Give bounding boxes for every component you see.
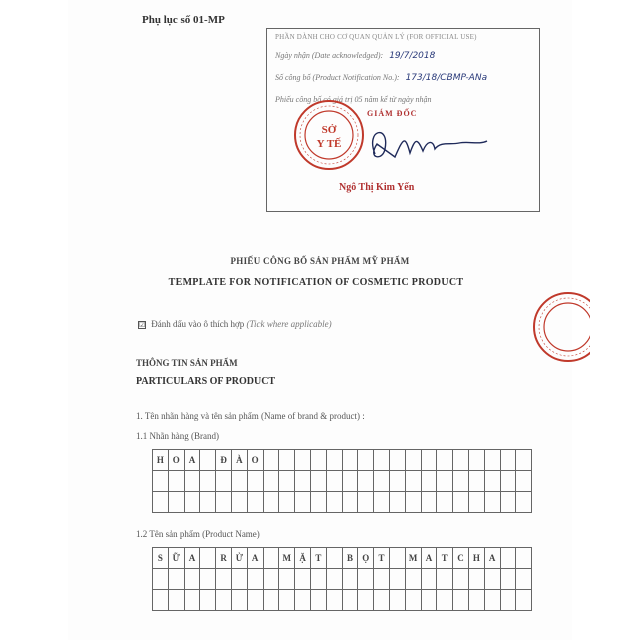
product-letter-cell [501, 590, 517, 611]
brand-letter-cell: À [232, 450, 248, 471]
brand-letter-cell [374, 492, 390, 513]
product-letter-cell: A [422, 548, 438, 569]
official-use-heading: PHẦN DÀNH CHO CƠ QUAN QUẢN LÝ (FOR OFFICIAL USE) [275, 33, 477, 41]
brand-letter-cell [327, 450, 343, 471]
brand-letter-cell [501, 471, 517, 492]
product-letter-cell [374, 590, 390, 611]
brand-letter-cell [200, 471, 216, 492]
product-letter-cell: M [406, 548, 422, 569]
product-letter-cell [279, 590, 295, 611]
product-letter-cell [437, 590, 453, 611]
product-letter-cell [279, 569, 295, 590]
product-letter-cell [200, 590, 216, 611]
product-letter-cell: M [279, 548, 295, 569]
product-letter-cell [453, 569, 469, 590]
product-letter-cell [485, 590, 501, 611]
product-letter-cell [327, 548, 343, 569]
brand-letter-cell [343, 450, 359, 471]
product-letter-cell [501, 548, 517, 569]
product-letter-cell [422, 590, 438, 611]
notification-no-label: Số công bố (Product Notification No.): [275, 73, 400, 82]
product-letter-grid [152, 547, 532, 611]
brand-letter-cell [264, 450, 280, 471]
brand-letter-cell [216, 471, 232, 492]
brand-letter-cell [216, 492, 232, 513]
product-letter-cell [453, 590, 469, 611]
product-letter-cell [248, 590, 264, 611]
section-heading-vi: THÔNG TIN SẢN PHẨM [136, 358, 238, 368]
product-letter-cell [264, 548, 280, 569]
product-letter-cell [169, 590, 185, 611]
brand-letter-cell [437, 471, 453, 492]
brand-letter-cell [295, 471, 311, 492]
brand-letter-cell [453, 492, 469, 513]
stamp-text-top: SỞ [321, 124, 337, 136]
product-letter-cell [216, 569, 232, 590]
product-letter-cell: T [311, 548, 327, 569]
brand-letter-cell [343, 471, 359, 492]
brand-letter-cell [327, 471, 343, 492]
product-letter-cell: A [485, 548, 501, 569]
brand-letter-cell [232, 492, 248, 513]
product-letter-cell [232, 569, 248, 590]
product-letter-cell [374, 569, 390, 590]
product-letter-cell [153, 569, 169, 590]
partial-stamp-right-edge [520, 282, 590, 372]
tick-instruction [138, 319, 332, 329]
product-letter-cell [501, 569, 517, 590]
product-letter-cell [200, 548, 216, 569]
stamp-text-bottom: Y TẾ [316, 138, 342, 150]
product-letter-cell [516, 548, 532, 569]
brand-letter-cell [390, 450, 406, 471]
brand-letter-cell [232, 471, 248, 492]
received-date-value: 19/7/2018 [389, 51, 436, 61]
product-letter-cell [185, 590, 201, 611]
brand-letter-cell [422, 492, 438, 513]
product-letter-cell [390, 548, 406, 569]
brand-letter-cell [516, 492, 532, 513]
product-letter-cell: T [374, 548, 390, 569]
brand-letter-cell [437, 450, 453, 471]
product-letter-cell: Ử [232, 548, 248, 569]
product-letter-cell [311, 569, 327, 590]
product-letter-cell [390, 569, 406, 590]
brand-letter-cell [390, 492, 406, 513]
title-english: TEMPLATE FOR NOTIFICATION OF COSMETIC PRODUCT [168, 277, 464, 288]
brand-letter-cell [153, 492, 169, 513]
item-product-name: 1.2 Tên sản phẩm (Product Name) [136, 529, 260, 539]
product-letter-cell: A [185, 548, 201, 569]
brand-letter-cell [516, 471, 532, 492]
product-letter-cell: B [343, 548, 359, 569]
brand-letter-cell [295, 492, 311, 513]
validity-label: Phiếu công bố có giá trị 05 năm kể từ ngày nhận [275, 95, 432, 104]
product-letter-cell [153, 590, 169, 611]
brand-letter-cell [469, 471, 485, 492]
brand-letter-cell: Đ [216, 450, 232, 471]
brand-letter-cell [295, 450, 311, 471]
brand-letter-cell [169, 492, 185, 513]
brand-letter-cell: O [248, 450, 264, 471]
left-margin [0, 0, 68, 640]
brand-letter-cell [406, 450, 422, 471]
brand-letter-cell [279, 450, 295, 471]
product-letter-cell [311, 590, 327, 611]
brand-letter-cell [327, 492, 343, 513]
brand-letter-cell [248, 471, 264, 492]
product-letter-cell: Ặ [295, 548, 311, 569]
product-letter-cell: R [216, 548, 232, 569]
brand-letter-cell [311, 492, 327, 513]
product-letter-cell [469, 590, 485, 611]
product-letter-cell [216, 590, 232, 611]
brand-letter-cell [374, 450, 390, 471]
brand-letter-cell [311, 450, 327, 471]
brand-letter-cell: A [185, 450, 201, 471]
product-letter-cell [422, 569, 438, 590]
brand-letter-cell [406, 471, 422, 492]
product-letter-cell [469, 569, 485, 590]
item-brand: 1.1 Nhãn hàng (Brand) [136, 431, 219, 441]
product-letter-cell [343, 590, 359, 611]
brand-letter-cell [185, 471, 201, 492]
brand-letter-cell [311, 471, 327, 492]
product-letter-cell: T [437, 548, 453, 569]
brand-letter-cell [279, 492, 295, 513]
brand-letter-cell [453, 450, 469, 471]
product-letter-cell [264, 590, 280, 611]
product-letter-cell [327, 569, 343, 590]
title-vietnamese: PHIẾU CÔNG BỐ SẢN PHẨM MỸ PHẨM [230, 256, 410, 266]
product-letter-cell [358, 590, 374, 611]
product-letter-cell: A [248, 548, 264, 569]
received-date-label: Ngày nhận (Date acknowledged): [275, 51, 384, 60]
notification-no-value: 173/18/CBMP-ANa [405, 73, 488, 83]
brand-letter-cell [422, 450, 438, 471]
brand-letter-cell [406, 492, 422, 513]
product-letter-cell [295, 590, 311, 611]
brand-letter-cell [374, 471, 390, 492]
brand-letter-cell [358, 450, 374, 471]
product-letter-cell [295, 569, 311, 590]
product-letter-cell [437, 569, 453, 590]
brand-letter-cell [358, 471, 374, 492]
checkbox-icon: ☑ [139, 320, 146, 329]
brand-letter-cell [390, 471, 406, 492]
signature-mark [355, 119, 495, 169]
notification-no-row [275, 73, 487, 83]
product-letter-cell [200, 569, 216, 590]
brand-letter-cell [264, 471, 280, 492]
product-letter-cell: Ọ [358, 548, 374, 569]
product-letter-cell [485, 569, 501, 590]
brand-letter-cell [516, 450, 532, 471]
product-letter-cell [185, 569, 201, 590]
brand-letter-grid [152, 449, 532, 513]
product-letter-cell [248, 569, 264, 590]
brand-letter-cell [200, 450, 216, 471]
product-letter-cell [358, 569, 374, 590]
brand-letter-cell [469, 492, 485, 513]
brand-letter-cell [200, 492, 216, 513]
product-letter-cell [169, 569, 185, 590]
brand-letter-cell [264, 492, 280, 513]
brand-letter-cell [358, 492, 374, 513]
brand-letter-cell [153, 471, 169, 492]
tick-instruction-vi: Đánh dấu vào ô thích hợp [151, 319, 245, 329]
product-letter-cell: S [153, 548, 169, 569]
brand-letter-cell [279, 471, 295, 492]
product-letter-cell [343, 569, 359, 590]
product-letter-cell [327, 590, 343, 611]
brand-letter-cell [343, 492, 359, 513]
brand-letter-cell [437, 492, 453, 513]
product-letter-cell: C [453, 548, 469, 569]
product-letter-cell [406, 569, 422, 590]
section-heading-en: PARTICULARS OF PRODUCT [136, 376, 276, 387]
product-letter-cell: Ữ [169, 548, 185, 569]
product-letter-cell [406, 590, 422, 611]
product-letter-cell [264, 569, 280, 590]
brand-letter-cell [501, 492, 517, 513]
product-letter-cell: H [469, 548, 485, 569]
tick-instruction-en: (Tick where applicable) [246, 319, 332, 329]
product-letter-cell [516, 569, 532, 590]
brand-letter-cell [485, 471, 501, 492]
brand-letter-cell [248, 492, 264, 513]
brand-letter-cell [185, 492, 201, 513]
appendix-label: Phụ lục số 01-MP [142, 14, 225, 26]
product-letter-cell [390, 590, 406, 611]
item-brand-product-name: 1. Tên nhãn hàng và tên sản phẩm (Name of brand & product) : [136, 411, 365, 421]
brand-letter-cell [453, 471, 469, 492]
brand-letter-cell [422, 471, 438, 492]
signer-name: Ngô Thị Kim Yến [339, 182, 415, 193]
product-letter-cell [516, 590, 532, 611]
brand-letter-cell [469, 450, 485, 471]
director-title: GIÁM ĐỐC [367, 109, 418, 118]
official-red-stamp [292, 98, 366, 172]
brand-letter-cell [501, 450, 517, 471]
brand-letter-cell: H [153, 450, 169, 471]
brand-letter-cell [169, 471, 185, 492]
product-letter-cell [232, 590, 248, 611]
brand-letter-cell [485, 492, 501, 513]
received-date-row [275, 51, 435, 61]
brand-letter-cell: O [169, 450, 185, 471]
brand-letter-cell [485, 450, 501, 471]
